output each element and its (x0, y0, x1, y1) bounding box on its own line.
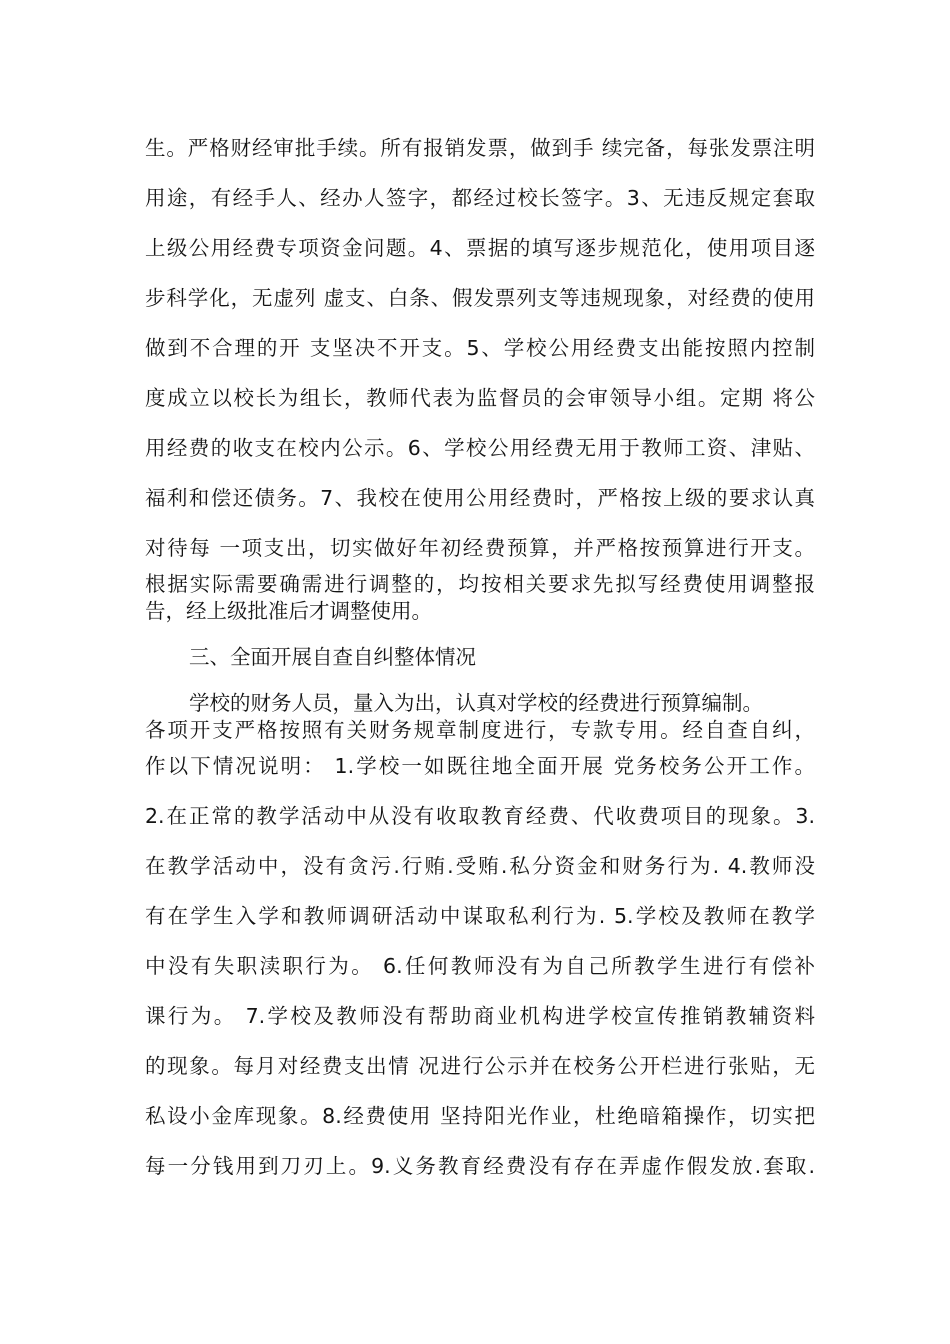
text-line: 步科学化，无虚列 虚支、白条、假发票列支等违规现象，对经费的使用 (145, 286, 815, 310)
text-line: 在教学活动中，没有贪污.行贿.受贿.私分资金和财务行为. 4.教师没 (145, 854, 815, 878)
text-line: 根据实际需要确需进行调整的，均按相关要求先拟写经费使用调整报 (145, 572, 815, 596)
text-line: 作以下情况说明： 1.学校一如既往地全面开展 党务校务公开工作。 (145, 754, 815, 778)
text-line: 课行为。 7.学校及教师没有帮助商业机构进学校宣传推销教辅资料 (145, 1004, 815, 1028)
section-heading: 三、全面开展自查自纠整体情况 (189, 645, 476, 669)
text-line: 的现象。每月对经费支出情 况进行公示并在校务公开栏进行张贴，无 (145, 1054, 815, 1078)
text-line: 告，经上级批准后才调整使用。 (145, 599, 432, 623)
text-line: 做到不合理的开 支坚决不开支。5、学校公用经费支出能按照内控制 (145, 336, 815, 360)
text-line: 2.在正常的教学活动中从没有收取教育经费、代收费项目的现象。3. (145, 804, 815, 828)
text-line: 中没有失职渎职行为。 6.任何教师没有为自己所教学生进行有偿补 (145, 954, 815, 978)
text-line: 福利和偿还债务。7、我校在使用公用经费时，严格按上级的要求认真 (145, 486, 815, 510)
text-line: 学校的财务人员，量入为出，认真对学校的经费进行预算编制。 (189, 691, 763, 715)
text-line: 上级公用经费专项资金问题。4、票据的填写逐步规范化，使用项目逐 (145, 236, 815, 260)
text-line: 度成立以校长为组长，教师代表为监督员的会审领导小组。定期 将公 (145, 386, 815, 410)
text-line: 生。严格财经审批手续。所有报销发票，做到手 续完备，每张发票注明 (145, 136, 815, 160)
text-line: 对待每 一项支出，切实做好年初经费预算，并严格按预算进行开支。 (145, 536, 815, 560)
text-line: 用途，有经手人、经办人签字，都经过校长签字。3、无违反规定套取 (145, 186, 815, 210)
text-line: 用经费的收支在校内公示。6、学校公用经费无用于教师工资、津贴、 (145, 436, 815, 460)
text-line: 每一分钱用到刀刃上。9.义务教育经费没有存在弄虚作假发放.套取. (145, 1154, 815, 1178)
text-line: 有在学生入学和教师调研活动中谋取私利行为. 5.学校及教师在教学 (145, 904, 815, 928)
text-line: 各项开支严格按照有关财务规章制度进行，专款专用。经自查自纠， (145, 718, 815, 742)
text-line: 私设小金库现象。8.经费使用 坚持阳光作业，杜绝暗箱操作，切实把 (145, 1104, 815, 1128)
